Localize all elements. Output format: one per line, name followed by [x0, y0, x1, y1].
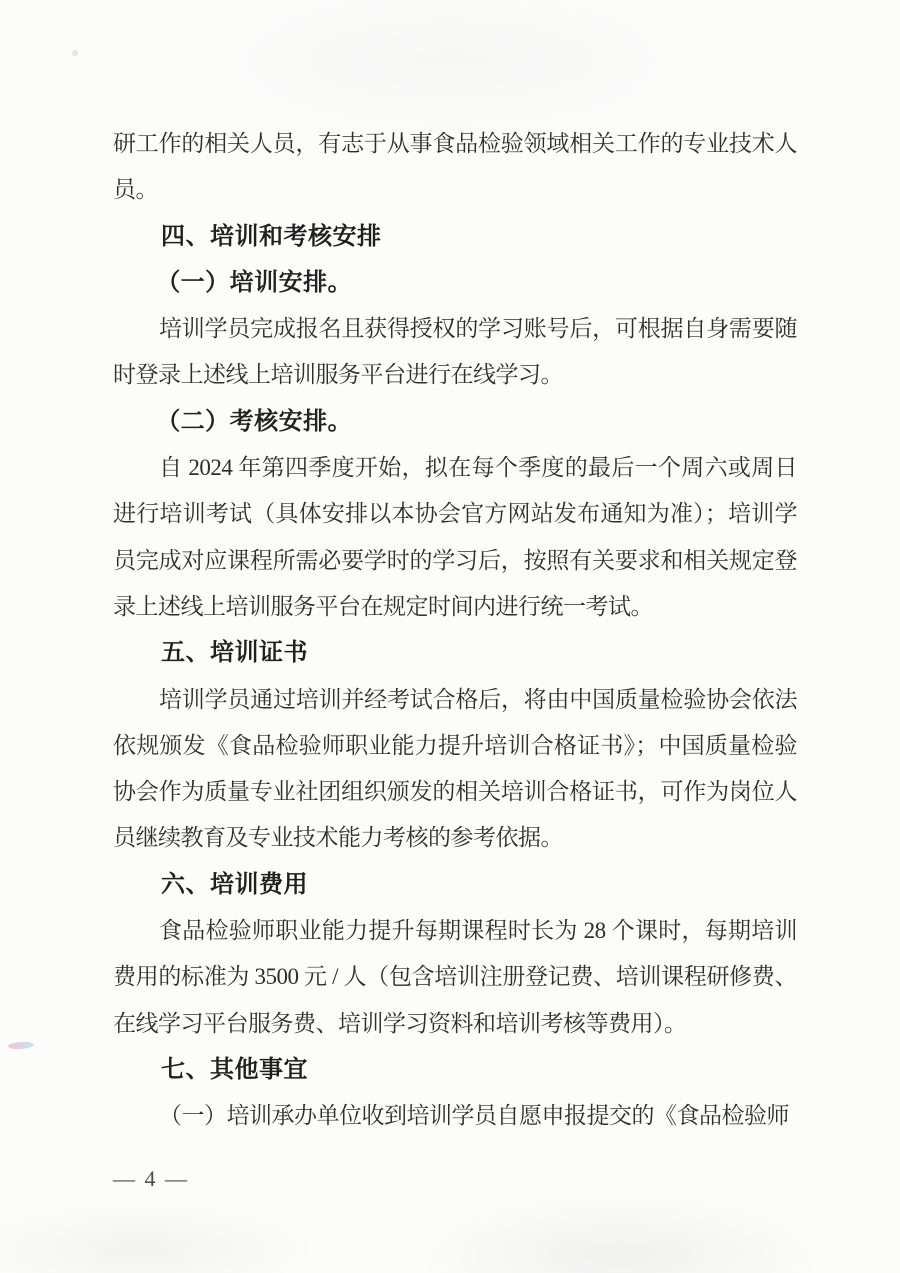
page-number: — 4 — — [113, 1166, 189, 1191]
subsection-heading-training-arrangement: （一）培训安排。 — [156, 269, 353, 296]
subsection-heading-assessment-arrangement: （二）考核安排。 — [156, 408, 353, 435]
paragraph-continuation: 研工作的相关人员，有志于从事食品检验领域相关工作的专业技术人员。 — [113, 131, 797, 203]
paragraph-training-certificate: 培训学员通过培训并经考试合格后，将由中国质量检验协会依法依规颁发《食品检验师职业能力提升培训合格证书》；中国质量检验协会作为质量专业社团组织颁发的相关培训合格证书，可作为岗位人员继续教育及专业技术能力考核的参考依据。 — [113, 686, 797, 851]
scan-speck-artifact — [72, 50, 78, 56]
section-heading-other-matters: 七、其他事宜 — [161, 1055, 308, 1083]
paragraph-assessment-arrangement: 自 2024 年第四季度开始，拟在每个季度的最后一个周六或周日进行培训考试（具体安排以本协会官方网站发布通知为准）；培训学员完成对应课程所需必要学时的学习后，按照有关要求和相关规定登录上述线上培训服务平台在规定时间内进行统一考试。 — [113, 455, 797, 619]
paragraph-training-arrangement: 培训学员完成报名且获得授权的学习账号后，可根据自身需要随时登录上述线上培训服务平台进行在线学习。 — [113, 316, 797, 388]
paragraph-training-fee: 食品检验师职业能力提升每期课程时长为 28 个课时，每期培训费用的标准为 3500 元 / 人（包含培训注册登记费、培训课程研修费、在线学习平台服务费、培训学习资料和培训考核等费用）。 — [113, 918, 797, 1036]
paragraph-other-matters: （一）培训承办单位收到培训学员自愿申报提交的《食品检验师 — [159, 1103, 789, 1129]
scan-smudge-artifact — [8, 1041, 34, 1050]
section-heading-training-and-assessment: 四、培训和考核安排 — [161, 222, 382, 250]
document-body — [113, 121, 797, 1140]
section-heading-training-certificate: 五、培训证书 — [161, 639, 308, 667]
section-heading-training-fee: 六、培训费用 — [161, 870, 308, 898]
